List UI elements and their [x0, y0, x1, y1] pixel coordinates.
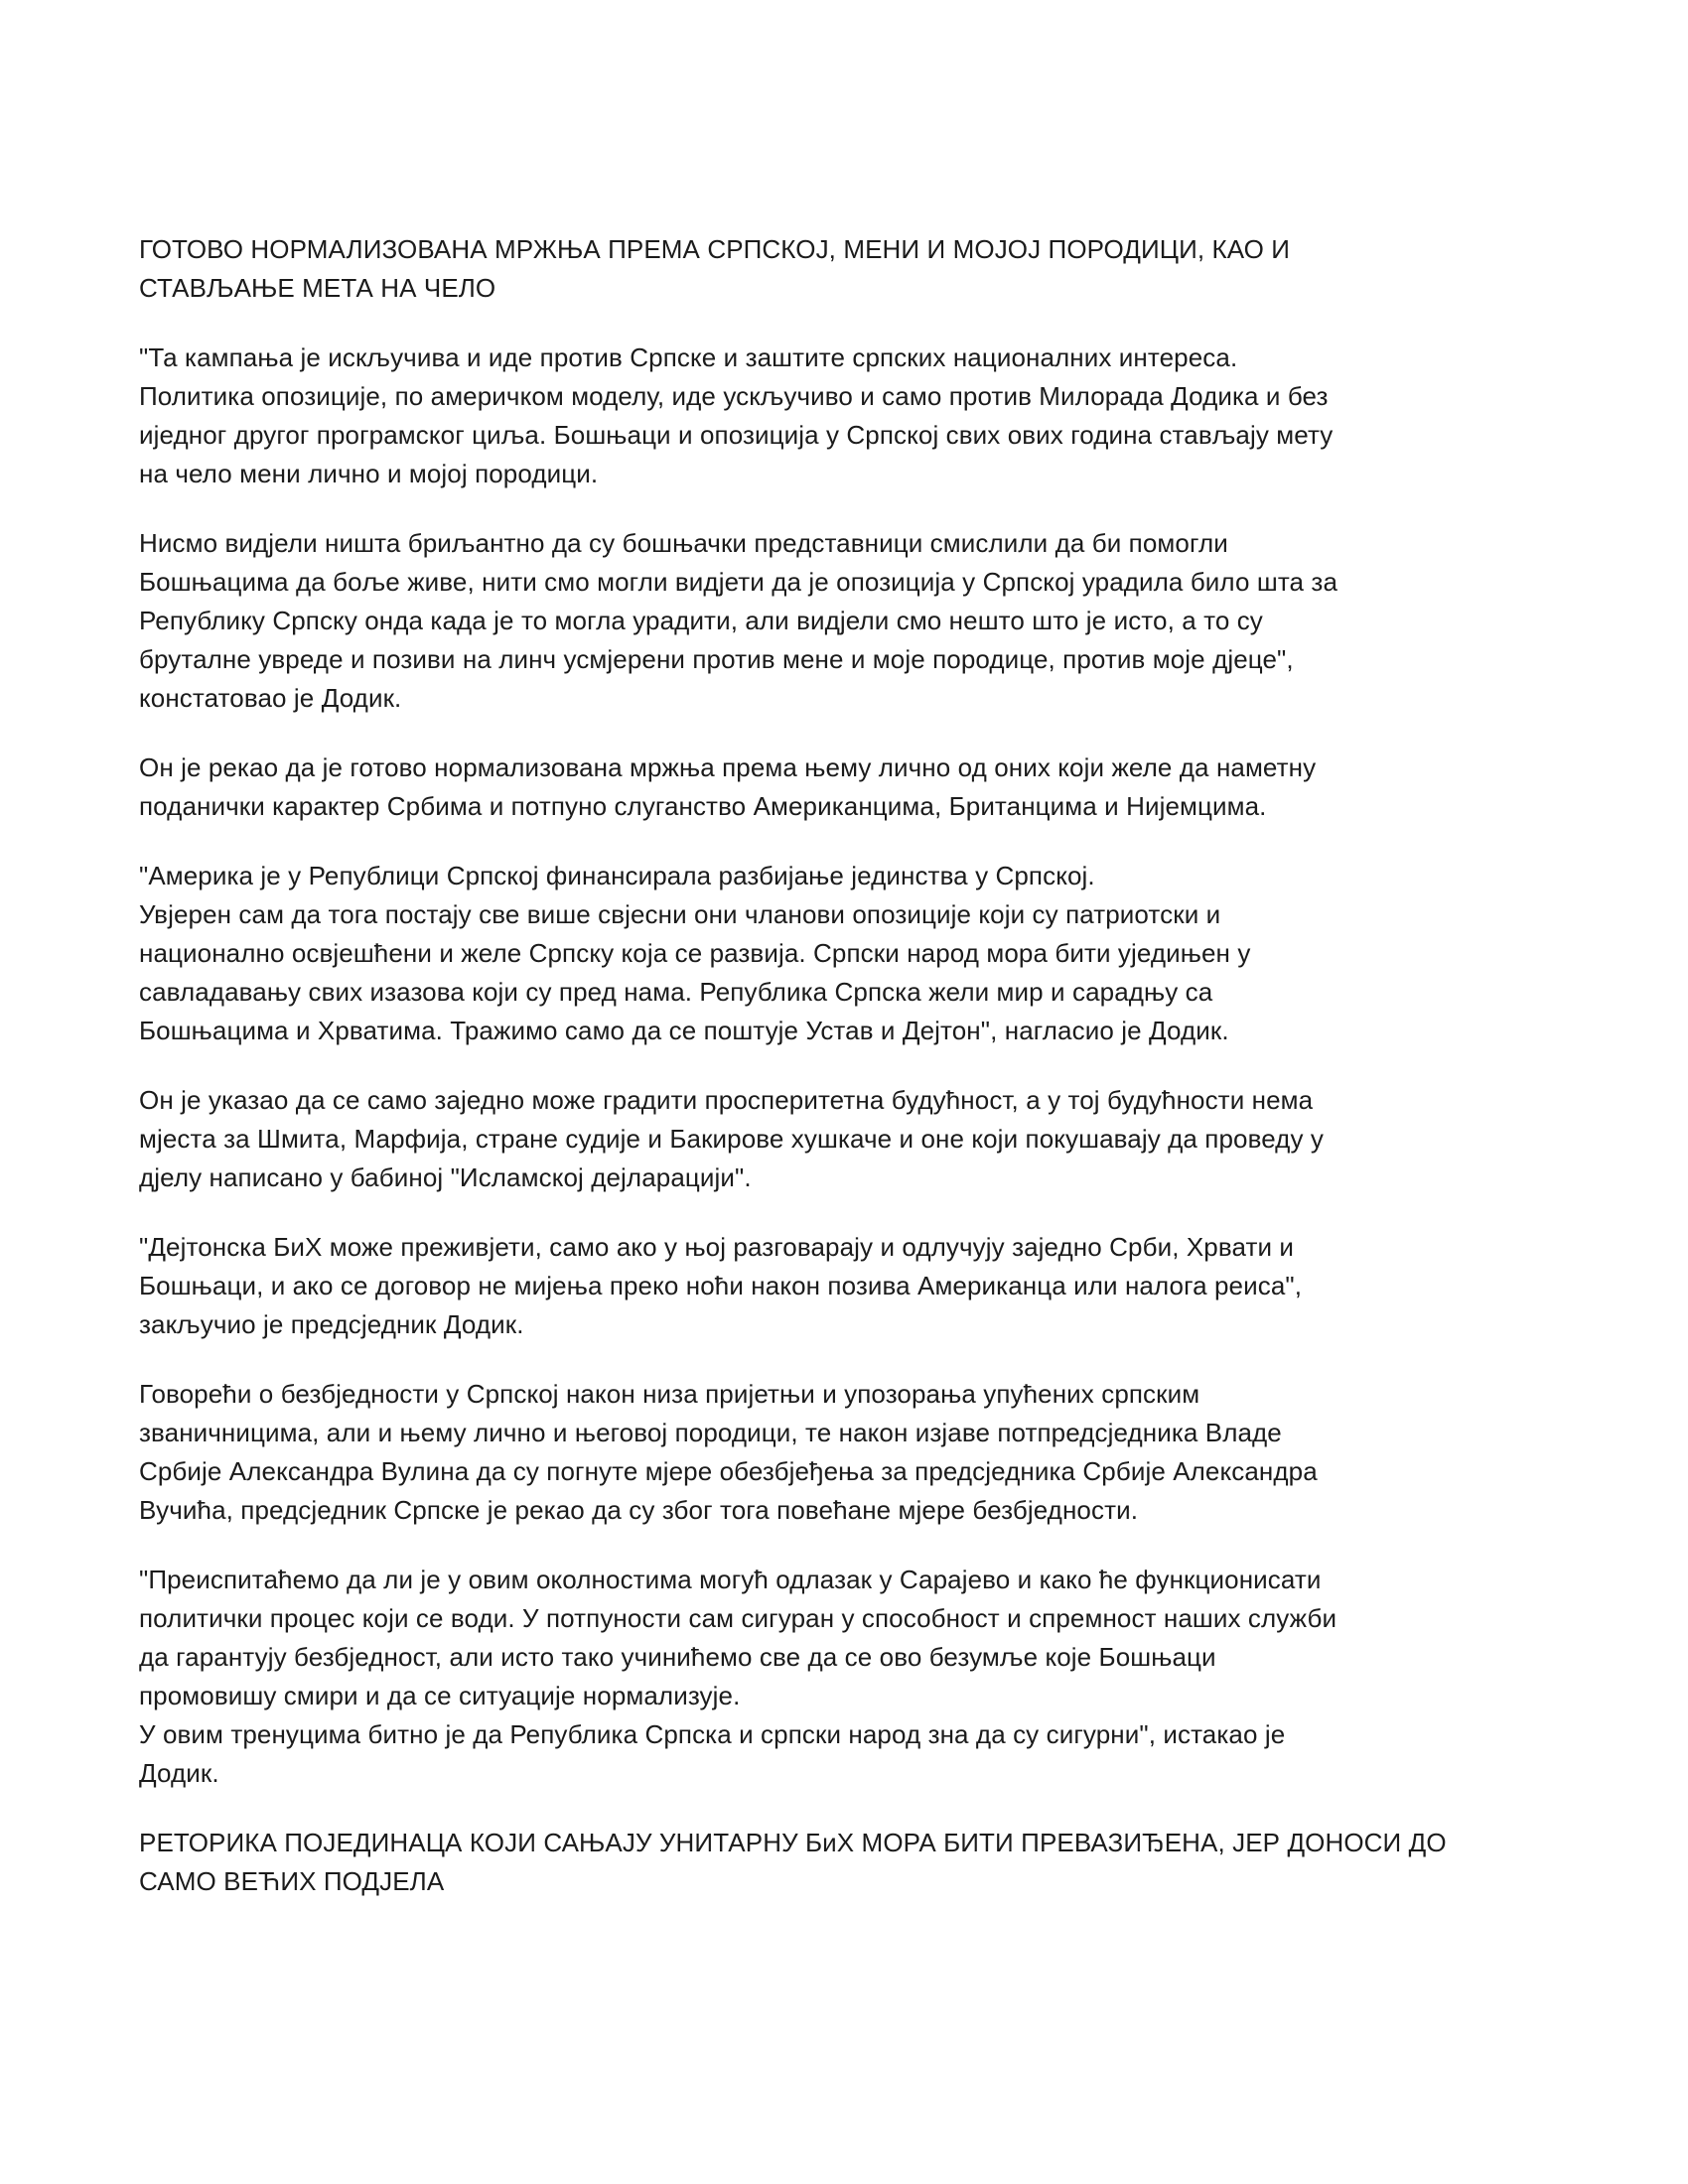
paragraph: [139, 524, 1589, 718]
text-line: Бошњацима да боље живе, нити смо могли видјети да је опозиција у Српској урадила било шта за: [139, 567, 1338, 597]
text-line: национално освјешћени и желе Српску која се развија. Српски народ мора бити уједињен у: [139, 938, 1251, 968]
text-line: Он је указао да се само заједно може градити просперитетна будућност, а у тој будућности нема: [139, 1085, 1314, 1115]
section-heading: [139, 230, 1589, 308]
text-line: Бошњацима и Хрватима. Тражимо само да се поштује Устав и Дејтон", нагласио је Додик.: [139, 1016, 1229, 1045]
section-heading: [139, 1824, 1589, 1901]
text-line: да гарантују безбједност, али исто тако учинићемо све да се ово безумље које Бошњаци: [139, 1642, 1216, 1672]
paragraph: [139, 339, 1589, 493]
text-line: Увјерен сам да тога постају све више свјесни они чланови опозиције који су патриотски и: [139, 899, 1221, 929]
text-line: САМО ВЕЋИХ ПОДЈЕЛА: [139, 1866, 445, 1896]
text-line: ГОТОВО НОРМАЛИЗОВАНА МРЖЊА ПРЕМА СРПСКОЈ, МЕНИ И МОЈОЈ ПОРОДИЦИ, КАО И: [139, 234, 1291, 264]
text-line: Додик.: [139, 1758, 219, 1788]
text-line: на чело мени лично и мојој породици.: [139, 459, 599, 488]
text-line: СТАВЉАЊЕ МЕТА НА ЧЕЛО: [139, 273, 496, 303]
paragraph: [139, 1561, 1589, 1793]
text-line: промовишу смири и да се ситуације нормализује.: [139, 1681, 741, 1710]
text-line: званичницима, али и њему лично и његовој породици, те након изјаве потпредсједника Владе: [139, 1418, 1282, 1447]
text-line: "Преиспитаћемо да ли је у овим околностима могућ одлазак у Сарајево и како ће функционисати: [139, 1565, 1322, 1594]
document-content: [139, 230, 1589, 1932]
text-line: закључио је предсједник Додик.: [139, 1309, 524, 1339]
text-line: У овим тренуцима битно је да Република Српска и српски народ зна да су сигурни", истакао је: [139, 1719, 1286, 1749]
text-line: мјеста за Шмита, Марфија, стране судије и Бакирове хушкаче и оне који покушавају да проведу у: [139, 1124, 1324, 1154]
text-line: Србије Александра Вулина да су погнуте мјере обезбјеђења за предсједника Србије Александра: [139, 1456, 1318, 1486]
text-line: савладавању свих изазова који су пред нама. Република Српска жели мир и сарадњу са: [139, 977, 1213, 1007]
text-line: "Америка је у Републици Српској финансирала разбијање јединства у Српској.: [139, 861, 1095, 890]
paragraph: [139, 749, 1589, 826]
text-line: Републику Српску онда када је то могла урадити, али видјели смо нешто што је исто, а то су: [139, 606, 1263, 635]
text-line: Говорећи о безбједности у Српској након низа пријетњи и упозорања упућених српским: [139, 1379, 1200, 1409]
paragraph: [139, 1081, 1589, 1197]
text-line: политички процес који се води. У потпуности сам сигуран у способност и спремност наших служби: [139, 1603, 1337, 1633]
text-line: констатовао је Додик.: [139, 683, 402, 713]
text-line: иједног другог програмског циља. Бошњаци и опозиција у Српској свих ових година стављају мету: [139, 420, 1334, 450]
text-line: Политика опозиције, по америчком моделу, иде ускључиво и само против Милорада Додика и без: [139, 381, 1329, 411]
text-line: "Дејтонска БиХ може преживјети, само ако у њој разговарају и одлучују заједно Срби, Хрвати и: [139, 1232, 1295, 1262]
text-line: Бошњаци, и ако се договор не мијења преко ноћи након позива Американца или налога реиса",: [139, 1271, 1303, 1300]
text-line: "Та кампања је искључива и иде против Српске и заштите српских националних интереса.: [139, 342, 1238, 372]
text-line: бруталне увреде и позиви на линч усмјерени против мене и моје породице, против моје дјеце",: [139, 644, 1294, 674]
text-line: Он је рекао да је готово нормализована мржња према њему лично од оних који желе да наметну: [139, 752, 1317, 782]
text-line: Нисмо видјели ништа бриљантно да су бошњачки представници смислили да би помогли: [139, 528, 1228, 558]
text-line: Вучића, предсједник Српске је рекао да су због тога повећане мјере безбједности.: [139, 1495, 1139, 1525]
text-line: дјелу написано у бабиној "Исламској дејларацији".: [139, 1162, 752, 1192]
paragraph: [139, 1228, 1589, 1344]
text-line: поданички карактер Србима и потпуно слуганство Американцима, Британцима и Нијемцима.: [139, 791, 1267, 821]
text-line: РЕТОРИКА ПОЈЕДИНАЦА КОЈИ САЊАЈУ УНИТАРНУ БиХ МОРА БИТИ ПРЕВАЗИЂЕНА, ЈЕР ДОНОСИ ДО: [139, 1828, 1447, 1857]
paragraph: [139, 857, 1589, 1050]
paragraph: [139, 1375, 1589, 1530]
